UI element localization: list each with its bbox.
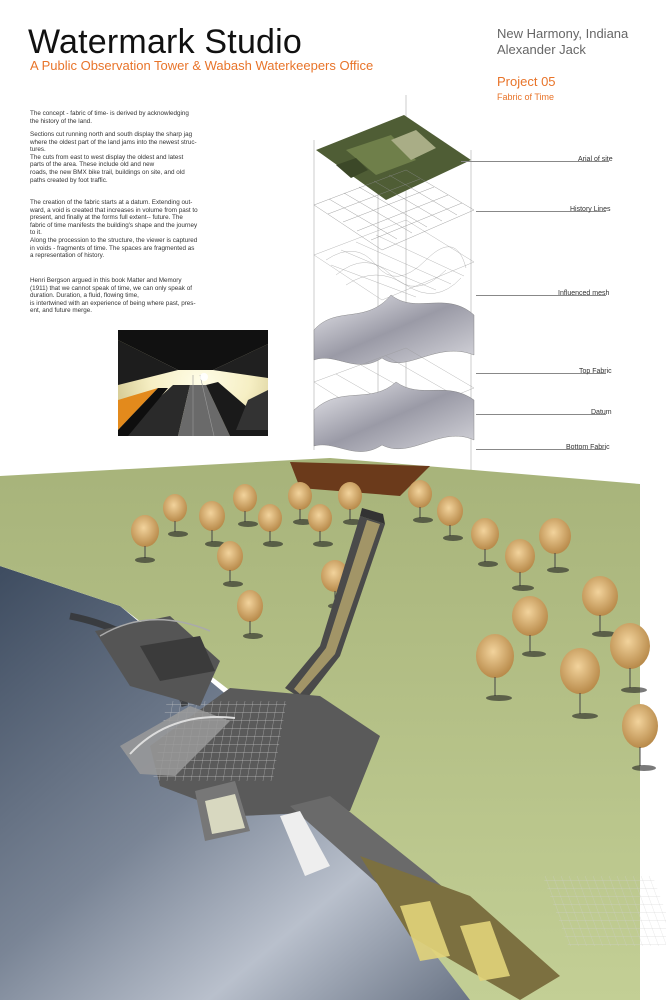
exploded-layer-diagram: [296, 90, 666, 480]
project-name: Fabric of Time: [497, 92, 555, 102]
label-top-fabric: Top Fabric: [579, 368, 612, 375]
label-aerial: Arial of site: [578, 156, 613, 163]
concept-paragraph-1: The concept - fabric of time- is derived by acknowledging the history of the land.: [30, 110, 189, 125]
page-subtitle: A Public Observation Tower & Wabash Waterkeepers Office: [30, 58, 374, 73]
leader-line: [476, 414, 606, 415]
concept-paragraph-2: Sections cut running north and south display the sharp jag where the oldest part of the land jams into the newest struc- tures. The cuts from east to west display the oldest and latest parts of the area. These include old and new roads, the new BMX bike trail, buildings on site, and old paths created by foot traffic.: [30, 131, 197, 184]
label-history-lines: History Lines: [570, 206, 611, 213]
label-datum: Datum: [591, 409, 612, 416]
location-text: New Harmony, Indiana: [497, 26, 629, 41]
page-title: Watermark Studio: [28, 23, 303, 61]
site-render-image: [0, 456, 666, 1000]
label-bottom-fabric: Bottom Fabric: [566, 444, 610, 451]
interior-render-image: [118, 330, 268, 436]
label-influenced-mesh: Influenced mesh: [558, 290, 610, 297]
concept-paragraph-3: The creation of the fabric starts at a datum. Extending out- ward, a void is created that increases in volume from past to present, and finally at the forms full extent-- future. The fabric of time manifests the building's shape and the journey to it. Along the procession to the structure, the viewer is captured in voids - fragments of time. The spaces are fragmented as a representation of history.: [30, 199, 198, 260]
project-number: Project 05: [497, 74, 556, 89]
author-text: Alexander Jack: [497, 42, 586, 57]
concept-paragraph-4: Henri Bergson argued in this book Matter and Memory (1911) that we cannot speak of time, we can only speak of duration. Duration, a fluid, flowing time, is intertwined with an experience of being where past, pres- ent, and future merge.: [30, 277, 196, 315]
layer-diagram-graphic: [296, 90, 666, 480]
